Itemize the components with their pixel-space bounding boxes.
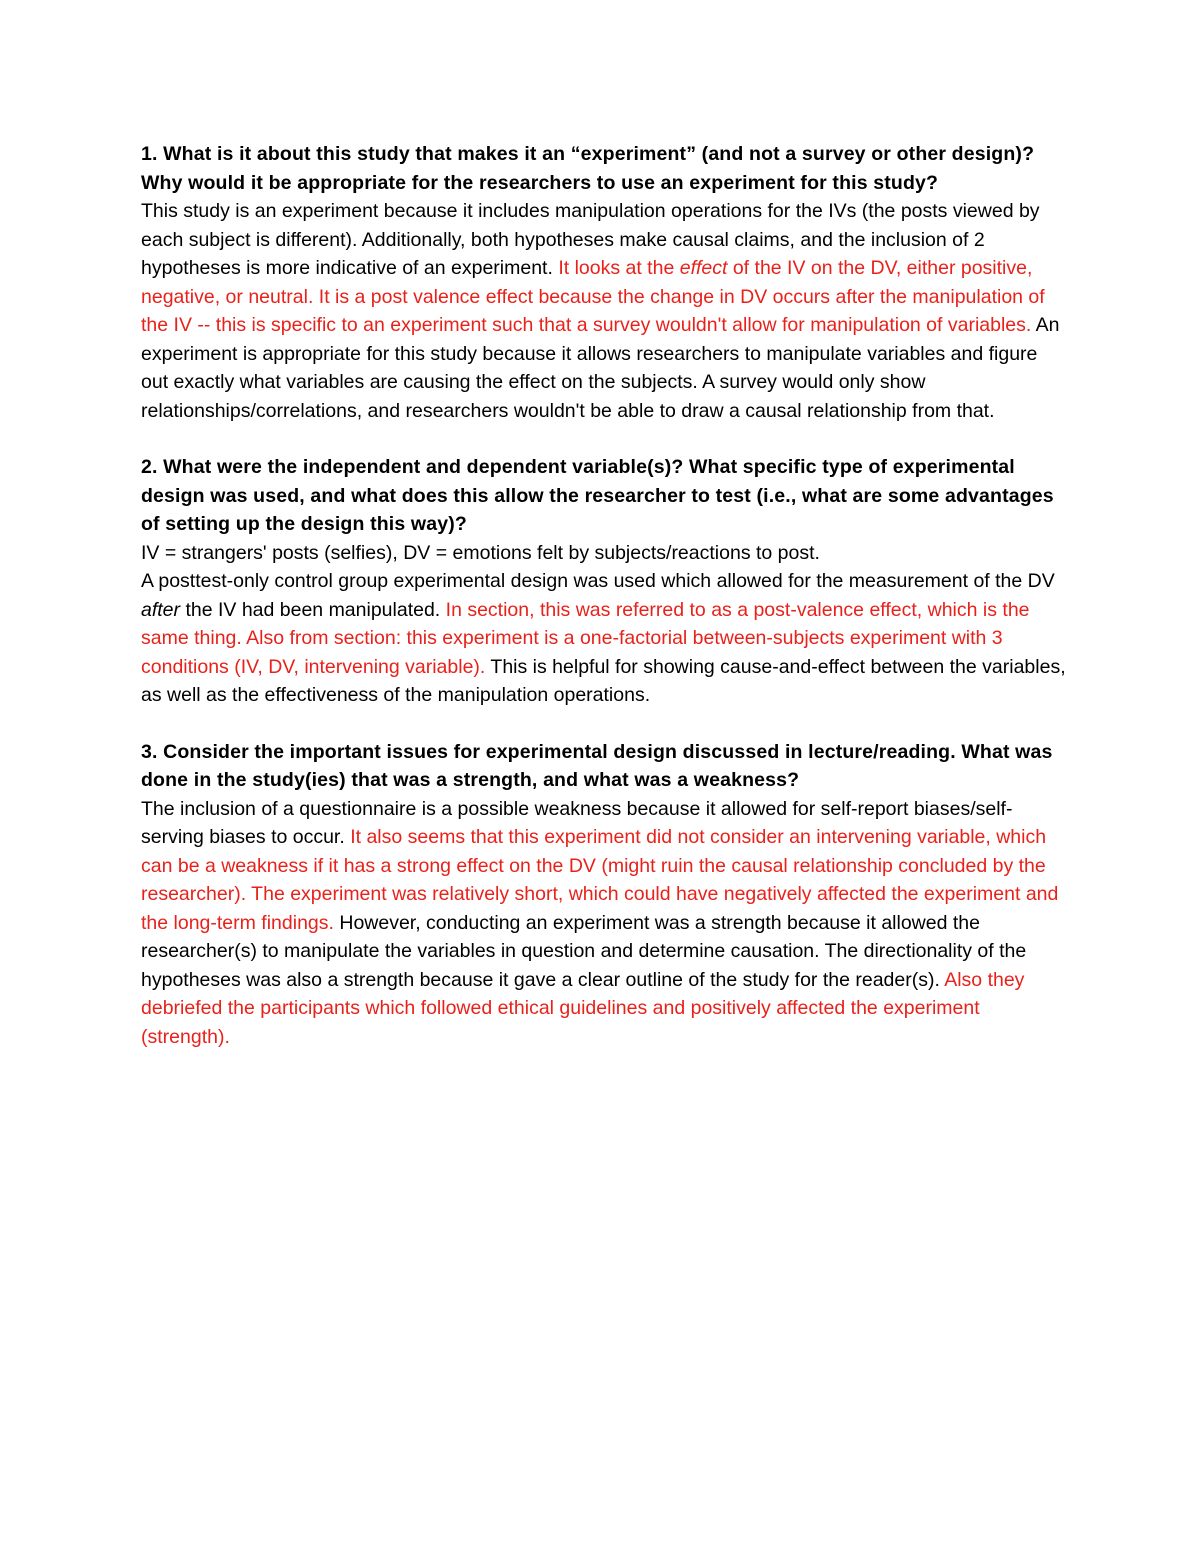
answer-segment: effect [679,257,728,279]
answer-segment: the IV had been manipulated. [180,598,446,621]
answer-segment: Also they debriefed the participants which followed ethical guidelines and positively affected the experiment (strength). [141,968,1025,1048]
question-2: 2. What were the independent and dependent variable(s)? What specific type of experimental design was used, and what does this allow the researcher to test (i.e., what are some advantages of setting up the design this way)? [141,456,1054,535]
answer-segment: of the IV on the DV, either positive, negative, or neutral. It is a post valence effect because the change in DV occurs after the manipulation of the IV -- this is specific to an experiment such that a survey wouldn't allow for manipulation of variables. [141,257,1045,336]
answer-segment: after [141,598,181,621]
answer-1-paragraph-1 [141,197,1066,425]
answer-3-paragraph-1 [141,795,1066,1052]
question-3: 3. Consider the important issues for experimental design discussed in lecture/reading. What was done in the study(ies) that was a strength, and what was a weakness? [141,740,1053,791]
answer-2-paragraph-1 [141,539,1066,568]
answer-segment: IV = strangers' posts (selfies), DV = emotions felt by subjects/reactions to post. [141,541,820,564]
answer-segment: It looks at the [558,257,680,279]
qa-section-3 [141,738,1066,1052]
qa-section-2 [141,453,1066,710]
answer-2-paragraph-2 [141,567,1066,710]
answer-segment: This study is an experiment because it includes manipulation operations for the IVs (the posts viewed by each subject is different). Additionally, both hypotheses make causal claims, and the inclusion of 2 hypotheses is more indicative of an experiment. [141,200,1040,279]
answer-segment: In section, this was referred to as a post-valence effect, which is the same thing. Also from section: this experiment is a one-factorial between-subjects experiment with 3 conditions (IV, DV, intervening variable). [141,598,1030,678]
answer-segment: A posttest-only control group experimental design was used which allowed for the measurement of the DV [141,570,1055,592]
answer-segment: The inclusion of a questionnaire is a possible weakness because it allowed for self-report biases/self-serving biases to occur. [141,797,1013,848]
answer-segment: An experiment is appropriate for this study because it allows researchers to manipulate variables and figure out exactly what variables are causing the effect on the subjects. A survey would only show relationships/correlations, and researchers wouldn't be able to draw a causal relationship from that. [141,314,1060,422]
document-page [141,140,1066,1079]
answer-segment: This is helpful for showing cause-and-effect between the variables, as well as the effectiveness of the manipulation operations. [141,655,1066,706]
answer-segment: However, conducting an experiment was a strength because it allowed the researcher(s) to manipulate the variables in question and determine causation. The directionality of the hypotheses was also a strength because it gave a clear outline of the study for the reader(s). [141,911,1027,991]
question-1: 1. What is it about this study that makes it an “experiment” (and not a survey or other design)? Why would it be appropriate for the researchers to use an experiment for this study? [141,143,1035,194]
answer-segment: It also seems that this experiment did not consider an intervening variable, which can be a weakness if it has a strong effect on the DV (might ruin the causal relationship concluded by the researcher). The experiment was relatively short, which could have negatively affected the experiment and the long-term findings. [141,826,1059,934]
qa-section-1 [141,140,1066,425]
